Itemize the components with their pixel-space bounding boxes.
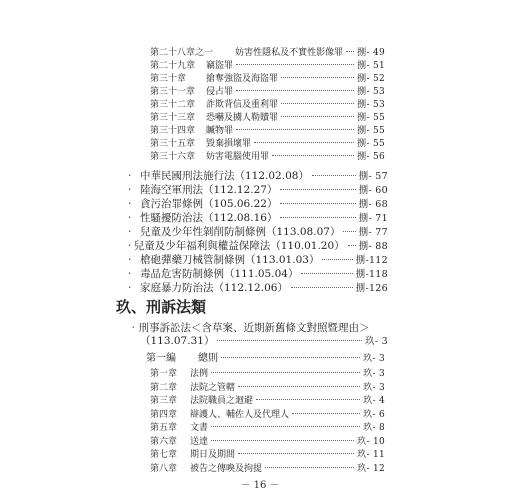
page-ref: 捌- 68 — [358, 199, 388, 210]
chapter-number: 第六章 — [150, 436, 178, 447]
chapter-title: 法院職員之迴避 — [190, 396, 254, 406]
page-ref: 捌- 55 — [357, 126, 385, 136]
page-ref: 捌- 56 — [357, 152, 385, 162]
bullet: ‧ — [128, 240, 132, 252]
chapter-title: 文書 — [190, 423, 209, 433]
bullet: ‧ — [128, 212, 132, 224]
law-title: 毒品危害防制條例（111.05.04） — [140, 268, 299, 280]
chapter-title: 法例 — [190, 369, 209, 379]
chapter-number: 第二十九章 — [150, 61, 196, 71]
chapter-title: 期日及期間 — [190, 450, 236, 460]
chapter-number: 第三十三章 — [150, 113, 196, 123]
section-heading: 玖、刑訴法類 — [116, 298, 207, 316]
law-title: 兒童及少年性剝削防制條例（113.08.07） — [140, 226, 341, 238]
chapter-title: 恐嚇及擄人勒贖罪 — [206, 113, 279, 123]
page-ref: 捌- 53 — [357, 87, 385, 97]
chapter-number: 第三十四章 — [150, 126, 196, 136]
chapter-title: 妨害電腦使用罪 — [206, 152, 270, 162]
bullet: ‧ — [128, 198, 132, 210]
page-ref: 玖- 3 — [363, 382, 385, 393]
page-ref: 玖- 6 — [363, 409, 385, 420]
chapter-number: 第三十六章 — [150, 152, 196, 162]
chapter-number: 第五章 — [150, 423, 178, 433]
chapter-title: 法院之管轄 — [190, 382, 236, 393]
page-ref: 捌- 57 — [358, 171, 388, 182]
law-title: 貪污治罪條例（105.06.22） — [140, 198, 278, 210]
bullet: ‧ — [128, 184, 132, 196]
law-title: 性騷擾防治法（112.08.16） — [140, 212, 278, 224]
chapter-number: 第三十章 — [150, 74, 187, 84]
page-ref: 捌- 49 — [357, 48, 385, 58]
bullet: ‧ — [128, 170, 132, 182]
page-ref: 捌-112 — [355, 255, 388, 266]
chapter-title: 竊盜罪 — [206, 61, 234, 71]
chapter-number: 第三十二章 — [150, 100, 196, 110]
page-ref: 捌- 88 — [358, 241, 388, 252]
chapter-title: 辯護人、輔佐人及代理人 — [190, 409, 290, 420]
page-ref: 捌- 77 — [358, 227, 388, 238]
chapter-number: 第二章 — [150, 382, 178, 393]
chapter-number: 第三十一章 — [150, 87, 196, 97]
chapter-title: 贓物罪 — [206, 126, 234, 136]
page-ref: 捌- 55 — [357, 139, 385, 149]
page-ref: 捌- 60 — [358, 185, 388, 196]
chapter-title: 毀棄損壞罪 — [206, 139, 252, 149]
bullet: ‧ — [128, 282, 132, 294]
law-title: 家庭暴力防治法（112.12.06） — [140, 282, 288, 294]
page-ref: 捌-118 — [355, 269, 388, 280]
chapter-title: 送達 — [190, 436, 209, 447]
page-ref: 玖- 3 — [365, 336, 388, 347]
page-ref: 玖- 3 — [363, 369, 385, 379]
chapter-number: 第四章 — [150, 409, 178, 420]
chapter-title: 妨害性隱私及不實性影像罪 — [235, 48, 344, 58]
chapter-title: 被告之傳喚及拘提 — [190, 463, 263, 474]
chapter-number: 第三章 — [150, 396, 178, 406]
chapter-number: 第三十五章 — [150, 139, 196, 149]
law-title: 兒童及少年福利與權益保障法（110.01.20） — [133, 240, 345, 252]
law-title: 槍砲彈藥刀械管制條例（113.01.03） — [140, 254, 320, 266]
law-title-line2: （113.07.31） — [140, 335, 215, 347]
page-ref: 捌- 51 — [357, 61, 385, 71]
law-title-line1: ‧刑事訴訟法＜含草案、近期新舊條文對照暨理由＞ — [128, 322, 370, 334]
chapter-number: 第一章 — [150, 369, 178, 379]
chapter-number: 第七章 — [150, 450, 178, 460]
law-title: 陸海空軍刑法（112.12.27） — [140, 184, 278, 196]
page-ref: 玖- 3 — [363, 354, 385, 364]
page-ref: 玖- 4 — [363, 396, 385, 406]
part-title: 總則 — [198, 353, 218, 364]
part-number: 第一編 — [146, 353, 176, 364]
page-ref: 捌- 55 — [357, 113, 385, 123]
bullet: ‧ — [128, 268, 132, 280]
chapter-title: 詐欺背信及重利罪 — [206, 100, 279, 110]
chapter-number: 第八章 — [150, 463, 178, 474]
page-number: － 16 － — [240, 480, 280, 491]
bullet: ‧ — [128, 254, 132, 266]
bullet: ‧ — [128, 226, 132, 238]
chapter-number: 第二十八章之一 — [150, 48, 214, 58]
page-ref: 捌- 71 — [358, 213, 388, 224]
page-ref: 玖- 8 — [363, 423, 385, 433]
page-ref: 玖- 11 — [357, 450, 385, 460]
page-ref: 捌- 53 — [357, 100, 385, 110]
page-ref: 玖- 12 — [357, 463, 385, 474]
law-title: 中華民國刑法施行法（112.02.08） — [140, 170, 309, 182]
chapter-title: 搶奪強盜及海盜罪 — [206, 74, 279, 84]
page-ref: 玖- 10 — [357, 436, 385, 447]
chapter-title: 侵占罪 — [206, 87, 234, 97]
page-ref: 捌- 52 — [357, 74, 385, 84]
page-ref: 捌-126 — [355, 283, 388, 294]
